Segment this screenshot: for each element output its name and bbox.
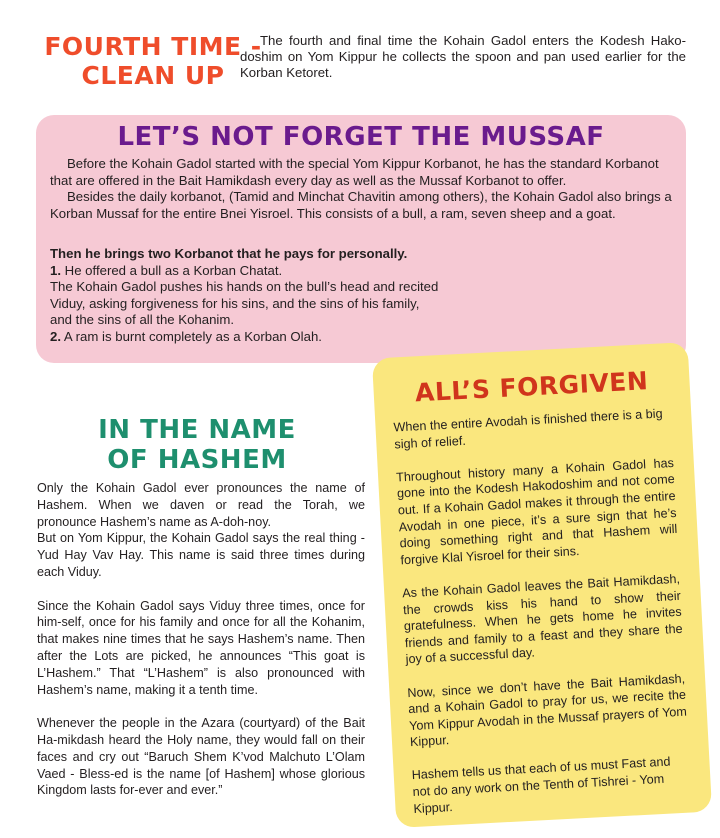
mussaf-paragraph-1: Before the Kohain Gadol started with the special Yom Kippur Korbanot, he has the standard Korbanot that are offered in the Bait Hamikdash every day as well as the Mussaf Korbanot to offer. — [50, 156, 659, 188]
item1-line-2: The Kohain Gadol pushes his hands on the bull’s head and recited — [50, 279, 439, 294]
mussaf-list-item-2 — [50, 329, 674, 346]
hashem-heading-line1: IN THE NAME — [98, 415, 296, 445]
forgiven-text — [393, 405, 691, 817]
forgiven-heading: ALL’S FORGIVEN — [414, 366, 649, 408]
mussaf-panel — [36, 115, 686, 363]
hashem-heading — [40, 415, 354, 475]
hashem-paragraph-3: Since the Kohain Gadol says Viduy three times, once for him-self, once for his family and once for all the Kohanim, that makes nine times that he says Hashem’s name. Then after the Lots are picked, he announces “This goat is L’Hashem.” That “L’Hashem” is also pronounced with Hashem’s name, making it a tenth time. — [37, 598, 365, 697]
mussaf-paragraph-2: Besides the daily korbanot, (Tamid and Minchat Chavitin among others), the Kohain Gadol also brings a Korban Mussaf for the entire Bnei Yisroel. This consists of a bull, a ram, seven sheep and a goat. — [50, 189, 672, 221]
fourth-time-body: The fourth and final time the Kohain Gadol enters the Kodesh Hako-doshim on Yom Kippur he collects the spoon and pan used earlier for the Korban Ketoret. — [240, 33, 686, 80]
item1-line-3: Viduy, asking forgiveness for his sins, and the sins of his family, — [50, 295, 420, 311]
forgiven-paragraph-2: Throughout history many a Kohain Gadol has gone into the Kodesh Hakodoshim and not come out. If a Kohain Gadol makes it through the entire Avodah in one piece, it’s a sure sign that he’s doing something right and that Hashem will forgive Klal Yisroel for their sins. — [395, 455, 678, 568]
forgiven-paragraph-1: When the entire Avodah is finished there is a big sigh of relief. — [393, 406, 663, 452]
fourth-time-heading-line2: CLEAN UP — [81, 61, 225, 90]
mussaf-list-item-1 — [50, 263, 674, 280]
hashem-text — [37, 480, 365, 799]
hashem-paragraph-2: But on Yom Kippur, the Kohain Gadol says the real thing - Yud Hay Vav Hay. This name is said three times during each Viduy. — [37, 531, 365, 579]
forgiven-card — [372, 342, 712, 828]
fourth-time-text — [240, 33, 686, 81]
fourth-time-heading-line1: FOURTH TIME - — [44, 32, 262, 61]
hashem-paragraph-4: Whenever the people in the Azara (courtyard) of the Bait Ha-mikdash heard the Holy name, they would fall on their faces and cry out “Baruch Shem K’vod Malchuto L’Olam Vaed - Bless-ed is the name [of Hashem] whose glorious Kingdom lasts for-ever and ever.” — [37, 716, 365, 798]
mussaf-personal-korbanot — [50, 246, 674, 345]
hashem-heading-line2: OF HASHEM — [107, 445, 287, 475]
item2-text: A ram is burnt completely as a Korban Olah. — [61, 328, 322, 344]
mussaf-list-heading-text: Then he brings two Korbanot that he pays for personally. — [50, 246, 408, 261]
forgiven-paragraph-5: Hashem tells us that each of us must Fast and not do any work on the Tenth of Tishrei - Yom Kippur. — [411, 754, 671, 816]
mussaf-list-heading — [50, 246, 674, 263]
fourth-time-heading — [38, 32, 268, 90]
mussaf-intro — [50, 156, 674, 222]
item1-text: He offered a bull as a Korban Chatat. — [61, 262, 283, 278]
forgiven-paragraph-3: As the Kohain Gadol leaves the Bait Hamikdash, the crowds kiss his hand to show their gratefulness. When he gets home he invites friends and family to a feast and they share the joy of a successful day. — [401, 571, 683, 667]
item2-number: 2. — [50, 328, 61, 344]
hashem-paragraph-1: Only the Kohain Gadol ever pronounces the name of Hashem. When we daven or read the Torah, we pronounce Hashem’s name as A-doh-noy. — [37, 481, 365, 529]
mussaf-heading: LET’S NOT FORGET THE MUSSAF — [117, 122, 605, 152]
item1-line-4: and the sins of all the Kohanim. — [50, 312, 235, 327]
item1-number: 1. — [50, 262, 61, 278]
forgiven-paragraph-4: Now, since we don’t have the Bait Hamikdash, and a Kohain Gadol to pray for us, we recite the Yom Kippur Avodah in the Mussaf prayers of Yom Kippur. — [407, 671, 688, 750]
